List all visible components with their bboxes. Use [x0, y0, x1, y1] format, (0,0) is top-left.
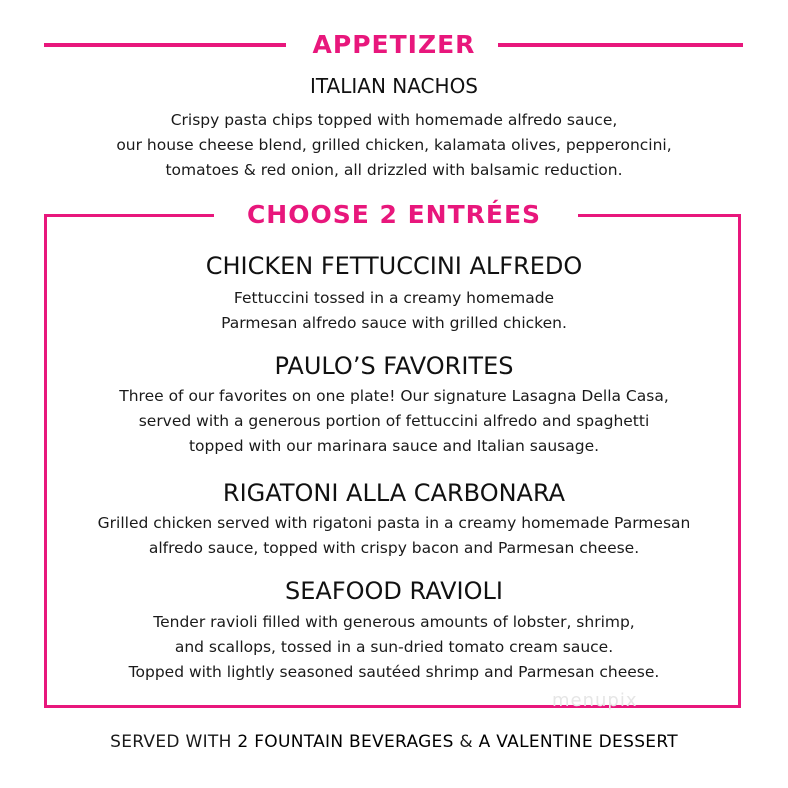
entree-desc-line: Topped with lightly seasoned sautéed shrimp and Parmesan cheese. — [128, 663, 660, 681]
appetizer-desc-line: tomatoes & red onion, all drizzled with balsamic reduction. — [165, 161, 623, 179]
appetizer-rule-right — [498, 43, 743, 47]
appetizer-description — [0, 108, 788, 183]
entree-description — [0, 610, 788, 685]
entree-name: CHICKEN FETTUCCINI ALFREDO — [205, 252, 583, 280]
appetizer-heading: APPETIZER — [312, 30, 476, 59]
footer-prefix: SERVED WITH — [110, 732, 238, 752]
footer-amp: & — [453, 732, 479, 752]
appetizer-desc-line: our house cheese blend, grilled chicken, kalamata olives, pepperoncini, — [116, 136, 672, 154]
entree-name: RIGATONI ALLA CARBONARA — [222, 479, 566, 507]
entrees-heading: CHOOSE 2 ENTRÉES — [246, 200, 542, 229]
entree-desc-line: topped with our marinara sauce and Italian sausage. — [188, 437, 600, 455]
entree-desc-line: alfredo sauce, topped with crispy bacon and Parmesan cheese. — [148, 539, 640, 557]
entree-name: SEAFOOD RAVIOLI — [285, 577, 503, 605]
entree-description — [0, 384, 788, 459]
entree-name: PAULO’S FAVORITES — [274, 352, 514, 380]
appetizer-desc-line: Crispy pasta chips topped with homemade alfredo sauce, — [170, 111, 618, 129]
footer-dessert: A VALENTINE DESSERT — [478, 732, 678, 752]
entree-desc-line: Fettuccini tossed in a creamy homemade — [233, 289, 555, 307]
entree-desc-line: served with a generous portion of fettuccini alfredo and spaghetti — [138, 412, 650, 430]
entree-desc-line: and scallops, tossed in a sun-dried tomato cream sauce. — [174, 638, 614, 656]
entree-description — [0, 286, 788, 336]
footer-beverages: 2 FOUNTAIN BEVERAGES — [237, 732, 454, 752]
entree-desc-line: Parmesan alfredo sauce with grilled chicken. — [221, 314, 567, 332]
appetizer-item-name: ITALIAN NACHOS — [309, 74, 479, 98]
footer — [0, 732, 788, 752]
entree-desc-line: Three of our favorites on one plate! Our signature Lasagna Della Casa, — [119, 387, 669, 405]
entree-description — [0, 511, 788, 561]
entree-desc-line: Grilled chicken served with rigatoni pasta in a creamy homemade Parmesan — [97, 514, 691, 532]
entree-desc-line: Tender ravioli filled with generous amounts of lobster, shrimp, — [153, 613, 635, 631]
watermark: menupix — [552, 690, 638, 711]
